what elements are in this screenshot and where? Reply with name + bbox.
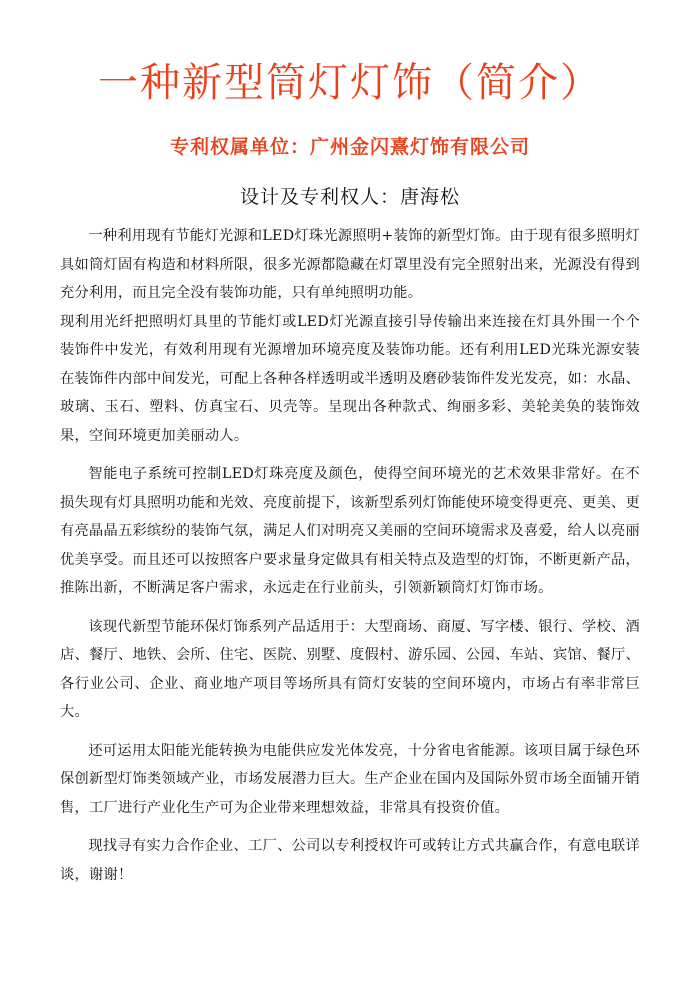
paragraph-applications: 该现代新型节能环保灯饰系列产品适用于：大型商场、商厦、写字楼、银行、学校、酒店、餐厅、地铁、会所、住宅、医院、别墅、度假村、游乐园、公园、车站、宾馆、餐厅、各行业公司、企业、商业地产项目等场所具有筒灯安装的空间环境内，市场占有率非常巨大。 — [60, 618, 640, 720]
paragraph-cooperation: 现找寻有实力合作企业、工厂、公司以专利授权许可或转让方式共赢合作，有意电联详谈，谢谢！ — [60, 838, 640, 883]
paragraph-solar: 还可运用太阳能光能转换为电能供应发光体发亮，十分省电省能源。该项目属于绿色环保创新型灯饰类领域产业，市场发展潜力巨大。生产企业在国内及国际外贸市场全面铺开销售，工厂进行产业化生产可为企业带来理想效益，非常具有投资价值。 — [60, 742, 640, 816]
paragraph-fiber-led: 现利用光纤把照明灯具里的节能灯或LED灯光源直接引导传输出来连接在灯具外围一个个装饰件中发光，有效利用现有光源增加环境亮度及装饰功能。还有利用LED光珠光源安装在装饰件内部中间发光，可配上各种各样透明或半透明及磨砂装饰件发光发亮，如：水晶、玻璃、玉石、塑料、仿真宝石、贝壳等。呈现出各种款式、绚丽多彩、美轮美奂的装饰效果，空间环境更加美丽动人。 — [60, 313, 640, 444]
document-body — [60, 222, 640, 889]
paragraph-smart-control: 智能电子系统可控制LED灯珠亮度及颜色，使得空间环境光的艺术效果非常好。在不损失现有灯具照明功能和光效、亮度前提下，该新型系列灯饰能使环境变得更亮、更美、更有亮晶晶五彩缤纷的装饰气氛，满足人们对明亮又美丽的空间环境需求及喜爱，给人以亮丽优美享受。而且还可以按照客户要求量身定做具有相关特点及造型的灯饰，不断更新产品，推陈出新，不断满足客户需求，永远走在行业前头，引领新颖筒灯灯饰市场。 — [60, 466, 640, 596]
patent-owner-line: 专利权属单位：广州金闪熹灯饰有限公司 — [169, 136, 530, 158]
paragraph-intro: 一种利用现有节能灯光源和LED灯珠光源照明+装饰的新型灯饰。由于现有很多照明灯具如筒灯固有构造和材料所限，很多光源都隐藏在灯罩里没有完全照射出来，光源没有得到充分利用，而且完全没有装饰功能，只有单纯照明功能。 — [60, 228, 640, 301]
inventor-line: 设计及专利权人：唐海松 — [239, 186, 460, 208]
document-title: 一种新型筒灯灯饰（简介） — [98, 60, 602, 106]
